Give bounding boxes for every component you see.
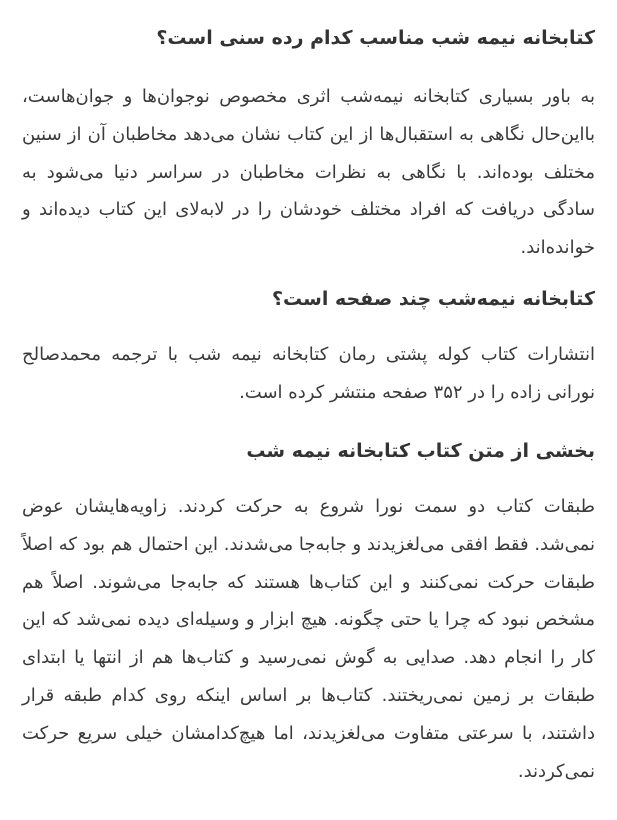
section-paragraph-age-group: به باور بسیاری کتابخانه نیمه‌شب اثری مخصوص نوجوان‌ها و جوان‌هاست، بااین‌حال نگاهی به استقبال‌ها از این کتاب نشان می‌دهد مخاطبان آن از سنین مختلف بوده‌اند. با نگاهی به نظرات مخاطبان در سراسر دنیا می‌شود به سادگی دریافت که افراد مختلف خودشان را در لابه‌لای این کتاب دیده‌اند و خوانده‌اند. bbox=[22, 86, 595, 259]
section-paragraph-page-count: انتشارات کتاب کوله پشتی رمان کتابخانه نیمه شب با ترجمه محمدصالح نورانی زاده را در ۳۵۲ صفحه منتشر کرده است. bbox=[22, 344, 595, 403]
section-heading-excerpt: بخشی از متن کتاب کتابخانه نیمه شب bbox=[246, 440, 595, 462]
section-heading-page-count: کتابخانه نیمه‌شب چند صفحه است؟ bbox=[272, 288, 595, 310]
section-heading-age-group: کتابخانه نیمه شب مناسب کدام رده سنی است؟ bbox=[156, 27, 595, 49]
section-paragraph-excerpt: طبقات کتاب دو سمت نورا شروع به حرکت کردند. زاویه‌هایشان عوض نمی‌شد. فقط افقی می‌لغزیدند و جابه‌جا می‌شدند. این احتمال هم بود که اصلاً طبقات حرکت نمی‌کنند و این کتاب‌ها هستند که جابه‌جا می‌شوند. اصلاً هم مشخص نبود که چرا یا حتی چگونه. هیچ ابزار و وسیله‌ای دیده نمی‌شد که این کار را انجام دهد. صدایی به گوش نمی‌رسید و کتاب‌ها هم از انتها یا ابتدای طبقات بر زمین نمی‌ریختند. کتاب‌ها بر اساس اینکه روی کدام طبقه قرار داشتند، با سرعتی متفاوت می‌لغزیدند، اما هیچ‌کدامشان خیلی سریع حرکت نمی‌کردند. bbox=[22, 496, 595, 782]
